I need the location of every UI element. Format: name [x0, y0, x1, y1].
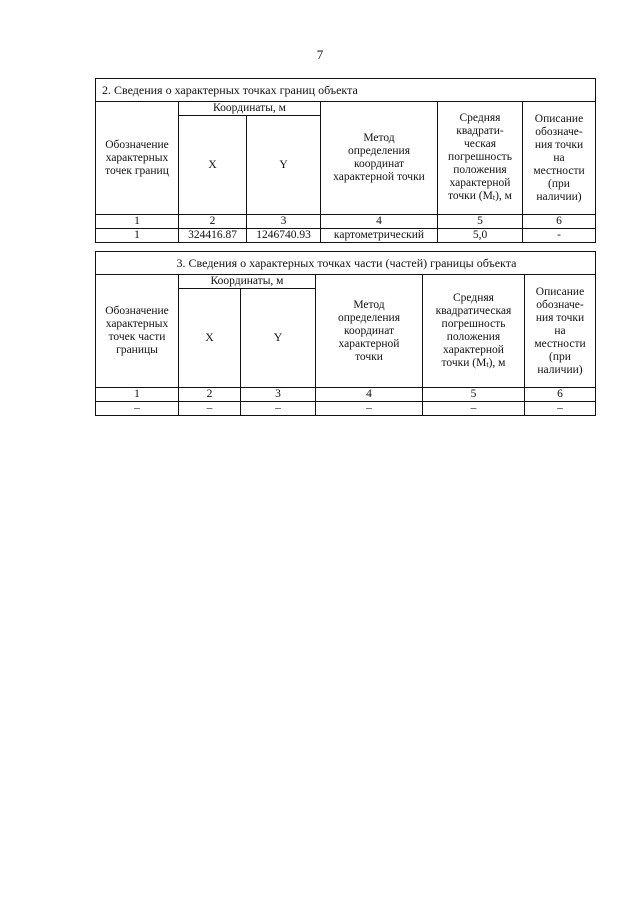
cell-y: 1246740.93 — [247, 229, 321, 243]
column-index-row: 1 2 3 4 5 6 — [96, 388, 596, 402]
cell-x: – — [179, 402, 241, 416]
cell-error: – — [423, 402, 525, 416]
cell-error: 5,0 — [438, 229, 523, 243]
cell-x: 324416.87 — [179, 229, 247, 243]
page-number: 7 — [316, 47, 324, 62]
table-row — [96, 402, 596, 416]
cell-y: – — [241, 402, 316, 416]
header-error: Средняя квадрати- ческая погрешность положения характерной точки (Mt), м — [438, 102, 523, 215]
section-2-table — [95, 78, 596, 243]
table-row — [96, 229, 596, 243]
cell-method: картометрический — [321, 229, 438, 243]
header-y: Y — [247, 116, 321, 215]
section-2-title: 2. Сведения о характерных точках границ объекта — [96, 79, 596, 102]
header-x: X — [179, 116, 247, 215]
header-method: Метод определения координат характерной точки — [321, 102, 438, 215]
cell-designation: – — [96, 402, 179, 416]
section-3-title: 3. Сведения о характерных точках части (частей) границы объекта — [96, 252, 596, 275]
header-x: X — [179, 289, 241, 388]
header-designation: Обозначение характерных точек границ — [96, 102, 179, 215]
header-description: Описание обозначе- ния точки на местности (при наличии) — [525, 275, 596, 388]
header-y: Y — [241, 289, 316, 388]
header-error: Средняя квадратическая погрешность положения характерной точки (Mt), м — [423, 275, 525, 388]
cell-description: - — [523, 229, 596, 243]
column-index-row: 1 2 3 4 5 6 — [96, 215, 596, 229]
header-method: Метод определения координат характерной точки — [316, 275, 423, 388]
section-3-table — [95, 251, 596, 416]
cell-method: – — [316, 402, 423, 416]
header-description: Описание обозначе- ния точки на местности (при наличии) — [523, 102, 596, 215]
header-coordinates: Координаты, м — [179, 275, 316, 289]
cell-description: – — [525, 402, 596, 416]
cell-designation: 1 — [96, 229, 179, 243]
header-designation: Обозначение характерных точек части границы — [96, 275, 179, 388]
header-coordinates: Координаты, м — [179, 102, 321, 116]
